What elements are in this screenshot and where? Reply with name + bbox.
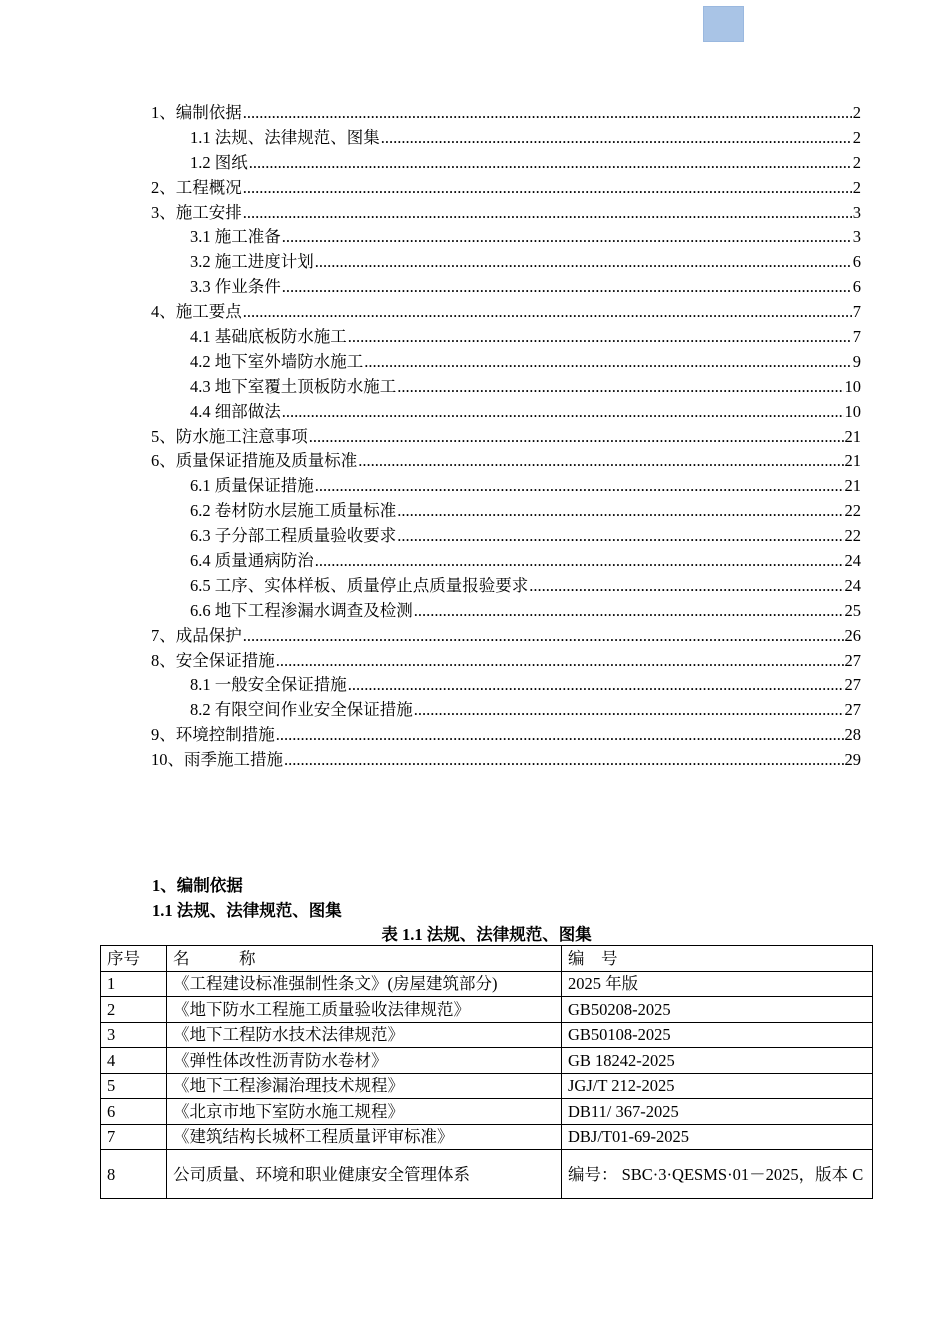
cell-code: 2025 年版 xyxy=(562,971,873,997)
toc-entry-title: 2、工程概况 xyxy=(151,177,242,197)
toc-leader-dots xyxy=(243,626,844,646)
header-color-block xyxy=(703,6,744,42)
toc-leader-dots xyxy=(358,451,843,471)
toc-entry-title: 10、雨季施工措施 xyxy=(151,750,283,770)
section-heading: 1、编制依据 xyxy=(152,876,243,895)
toc-entry[interactable] xyxy=(151,597,861,622)
cell-index: 6 xyxy=(101,1099,167,1125)
toc-leader-dots xyxy=(397,526,843,546)
cell-name: 《地下工程防水技术法律规范》 xyxy=(167,1022,562,1048)
toc-leader-dots xyxy=(276,725,844,745)
toc-entry-title: 6.2 卷材防水层施工质量标准 xyxy=(190,501,397,521)
toc-entry-title: 6.5 工序、实体样板、质量停止点质量报验要求 xyxy=(190,575,529,595)
toc-leader-dots xyxy=(282,277,852,297)
toc-leader-dots xyxy=(309,427,844,447)
table-header-row xyxy=(101,946,873,972)
toc-entry[interactable] xyxy=(151,671,861,696)
toc-entry-title: 6、质量保证措施及质量标准 xyxy=(151,451,358,471)
toc-entry[interactable] xyxy=(151,124,861,149)
header-cell-code: 编 号 xyxy=(562,946,873,972)
cell-code: DB11/ 367-2025 xyxy=(562,1099,873,1125)
table-row xyxy=(101,1022,873,1048)
toc-leader-dots xyxy=(243,203,852,223)
cell-index: 4 xyxy=(101,1048,167,1074)
toc-entry[interactable] xyxy=(151,497,861,522)
toc-entry[interactable] xyxy=(151,472,861,497)
toc-entry-page: 6 xyxy=(852,252,861,272)
toc-entry[interactable] xyxy=(151,273,861,298)
toc-entry[interactable] xyxy=(151,323,861,348)
table-of-contents xyxy=(151,99,861,771)
toc-entry-title: 3.1 施工准备 xyxy=(190,227,281,247)
toc-entry[interactable] xyxy=(151,522,861,547)
cell-index: 8 xyxy=(101,1150,167,1199)
toc-entry-title: 9、环境控制措施 xyxy=(151,725,275,745)
toc-entry-page: 2 xyxy=(852,127,861,147)
toc-entry-page: 28 xyxy=(844,725,861,745)
toc-leader-dots xyxy=(414,601,844,621)
toc-entry[interactable] xyxy=(151,298,861,323)
toc-entry-page: 26 xyxy=(844,625,861,645)
cell-index: 2 xyxy=(101,997,167,1023)
cell-index: 3 xyxy=(101,1022,167,1048)
toc-entry-title: 6.4 质量通病防治 xyxy=(190,551,314,571)
toc-entry-title: 4.4 细部做法 xyxy=(190,401,281,421)
toc-entry[interactable] xyxy=(151,547,861,572)
toc-leader-dots xyxy=(315,252,852,272)
toc-entry-page: 21 xyxy=(844,476,861,496)
table-row xyxy=(101,971,873,997)
toc-entry-page: 7 xyxy=(852,302,861,322)
toc-entry[interactable] xyxy=(151,223,861,248)
cell-code: DBJ/T01-69-2025 xyxy=(562,1124,873,1150)
toc-entry-page: 10 xyxy=(844,376,861,396)
toc-entry-page: 21 xyxy=(844,451,861,471)
toc-entry-title: 3.2 施工进度计划 xyxy=(190,252,314,272)
section-subheading: 1.1 法规、法律规范、图集 xyxy=(152,901,342,920)
toc-entry-page: 3 xyxy=(852,227,861,247)
toc-entry-title: 8.2 有限空间作业安全保证措施 xyxy=(190,700,413,720)
toc-leader-dots xyxy=(381,128,852,148)
toc-entry[interactable] xyxy=(151,572,861,597)
cell-code: 编号： SBC·3·QESMS·01－2025，版本 C xyxy=(562,1150,873,1199)
toc-leader-dots xyxy=(243,103,852,123)
cell-code: GB50108-2025 xyxy=(562,1022,873,1048)
cell-name: 《工程建设标准强制性条文》(房屋建筑部分) xyxy=(167,971,562,997)
toc-entry-page: 27 xyxy=(844,700,861,720)
toc-entry-title: 3.3 作业条件 xyxy=(190,277,281,297)
toc-entry[interactable] xyxy=(151,248,861,273)
toc-leader-dots xyxy=(529,576,843,596)
toc-entry[interactable] xyxy=(151,696,861,721)
toc-entry[interactable] xyxy=(151,149,861,174)
toc-entry[interactable] xyxy=(151,447,861,472)
toc-leader-dots xyxy=(364,352,852,372)
header-cell-name: 名 称 xyxy=(167,946,562,972)
table-row xyxy=(101,1150,873,1199)
toc-entry-title: 8.1 一般安全保证措施 xyxy=(190,675,347,695)
toc-leader-dots xyxy=(243,178,852,198)
cell-name: 《北京市地下室防水施工规程》 xyxy=(167,1099,562,1125)
toc-entry-page: 27 xyxy=(844,650,861,670)
cell-name: 《地下工程渗漏治理技术规程》 xyxy=(167,1073,562,1099)
toc-entry-page: 9 xyxy=(852,351,861,371)
toc-leader-dots xyxy=(397,501,843,521)
toc-leader-dots xyxy=(282,227,852,247)
table-row xyxy=(101,997,873,1023)
cell-code: GB50208-2025 xyxy=(562,997,873,1023)
toc-entry-title: 6.1 质量保证措施 xyxy=(190,476,314,496)
toc-entry-title: 6.3 子分部工程质量验收要求 xyxy=(190,526,397,546)
toc-entry-page: 2 xyxy=(852,103,861,122)
toc-entry[interactable] xyxy=(151,647,861,672)
toc-entry-page: 24 xyxy=(844,551,861,571)
toc-entry-page: 2 xyxy=(852,177,861,197)
toc-entry-title: 4.2 地下室外墙防水施工 xyxy=(190,351,364,371)
toc-entry-title: 1、编制依据 xyxy=(151,103,242,122)
toc-entry-page: 27 xyxy=(844,675,861,695)
table-row xyxy=(101,1048,873,1074)
toc-entry-page: 24 xyxy=(844,575,861,595)
toc-entry[interactable] xyxy=(151,622,861,647)
cell-code: JGJ/T 212-2025 xyxy=(562,1073,873,1099)
table-row xyxy=(101,1124,873,1150)
toc-entry-title: 6.6 地下工程渗漏水调查及检测 xyxy=(190,600,413,620)
toc-entry-title: 3、施工安排 xyxy=(151,202,242,222)
cell-name: 《建筑结构长城杯工程质量评审标准》 xyxy=(167,1124,562,1150)
cell-name: 《弹性体改性沥青防水卷材》 xyxy=(167,1048,562,1074)
toc-entry-title: 8、安全保证措施 xyxy=(151,650,275,670)
toc-leader-dots xyxy=(315,476,844,496)
toc-entry[interactable] xyxy=(151,174,861,199)
toc-entry[interactable] xyxy=(151,721,861,746)
toc-leader-dots xyxy=(243,302,852,322)
cell-index: 5 xyxy=(101,1073,167,1099)
toc-leader-dots xyxy=(315,551,844,571)
toc-leader-dots xyxy=(348,675,844,695)
cell-name: 《地下防水工程施工质量验收法律规范》 xyxy=(167,997,562,1023)
toc-entry-page: 2 xyxy=(852,152,861,172)
cell-name: 公司质量、环境和职业健康安全管理体系 xyxy=(167,1150,562,1199)
toc-entry-page: 25 xyxy=(844,600,861,620)
cell-index: 7 xyxy=(101,1124,167,1150)
toc-entry-page: 22 xyxy=(844,526,861,546)
toc-entry-title: 1.2 图纸 xyxy=(190,152,248,172)
toc-entry[interactable] xyxy=(151,423,861,448)
standards-table xyxy=(100,945,873,1199)
toc-entry-title: 4、施工要点 xyxy=(151,302,242,322)
table-row xyxy=(101,1099,873,1125)
toc-entry[interactable] xyxy=(151,199,861,224)
cell-code: GB 18242-2025 xyxy=(562,1048,873,1074)
toc-leader-dots xyxy=(282,402,844,422)
toc-entry-title: 5、防水施工注意事项 xyxy=(151,426,308,446)
toc-entry-page: 6 xyxy=(852,277,861,297)
toc-entry-page: 21 xyxy=(844,426,861,446)
toc-leader-dots xyxy=(414,700,844,720)
toc-entry-page: 10 xyxy=(844,401,861,421)
toc-entry-title: 4.1 基础底板防水施工 xyxy=(190,327,347,347)
toc-entry[interactable] xyxy=(151,746,861,771)
toc-entry[interactable] xyxy=(151,398,861,423)
table-row xyxy=(101,1073,873,1099)
toc-entry-page: 7 xyxy=(852,327,861,347)
toc-entry[interactable] xyxy=(151,99,861,124)
header-cell-index: 序号 xyxy=(101,946,167,972)
toc-entry-title: 4.3 地下室覆土顶板防水施工 xyxy=(190,376,397,396)
toc-entry[interactable] xyxy=(151,373,861,398)
toc-leader-dots xyxy=(249,153,852,173)
toc-entry[interactable] xyxy=(151,348,861,373)
toc-leader-dots xyxy=(284,750,844,770)
cell-index: 1 xyxy=(101,971,167,997)
toc-entry-title: 1.1 法规、法律规范、图集 xyxy=(190,127,380,147)
toc-entry-page: 3 xyxy=(852,202,861,222)
toc-leader-dots xyxy=(276,651,844,671)
toc-leader-dots xyxy=(348,327,852,347)
toc-entry-title: 7、成品保护 xyxy=(151,625,242,645)
toc-entry-page: 29 xyxy=(844,750,861,770)
toc-leader-dots xyxy=(397,377,843,397)
toc-entry-page: 22 xyxy=(844,501,861,521)
table-caption: 表 1.1 法规、法律规范、图集 xyxy=(381,925,592,944)
